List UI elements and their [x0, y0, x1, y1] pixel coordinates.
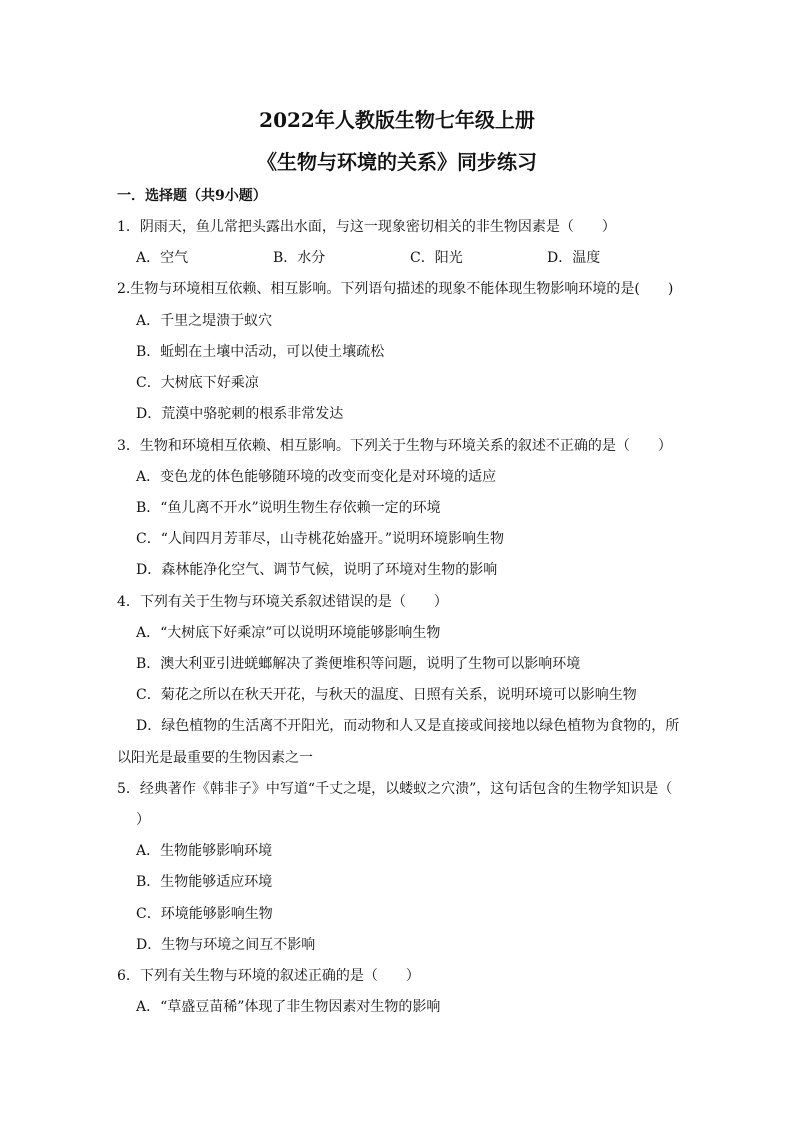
question-5-stem-continuation: ） — [136, 812, 150, 828]
question-3-stem: 3．生物和环境相互依赖、相互影响。下列关于生物与环境关系的叙述不正确的是（ ） — [117, 438, 672, 454]
question-5-stem: 5．经典著作《韩非子》中写道“千丈之堤，以蝼蚁之穴溃”，这句话包含的生物学知识是（ — [117, 781, 673, 797]
question-1-option-b: B．水分 — [273, 250, 326, 266]
question-2-stem: 2.生物与环境相互依赖、相互影响。下列语句描述的现象不能体现生物影响环境的是( ) — [117, 281, 674, 297]
document-subtitle: 《生物与环境的关系》同步练习 — [257, 150, 537, 174]
question-4-option-b: B．澳大利亚引进蜣螂解决了粪便堆积等问题，说明了生物可以影响环境 — [136, 656, 581, 672]
question-5-option-b: B．生物能够适应环境 — [136, 874, 273, 890]
section-heading: 一．选择题（共9小题） — [117, 188, 267, 204]
document-title: 2022年人教版生物七年级上册 — [259, 108, 535, 132]
question-4-option-d: D．绿色植物的生活离不开阳光，而动物和人又是直接或间接地以绿色植物为食物的，所 — [136, 718, 680, 734]
question-6-stem: 6．下列有关生物与环境的叙述正确的是（ ） — [117, 968, 420, 984]
question-1-option-c: C．阳光 — [410, 250, 463, 266]
question-2-option-b: B．蚯蚓在土壤中活动，可以使土壤疏松 — [136, 344, 385, 360]
question-6-option-a: A．“草盛豆苗稀”体现了非生物因素对生物的影响 — [136, 999, 441, 1015]
question-2-option-d: D．荒漠中骆驼刺的根系非常发达 — [136, 406, 344, 422]
question-4-option-c: C．菊花之所以在秋天开花，与秋天的温度、日照有关系，说明环境可以影响生物 — [136, 687, 637, 703]
question-5-option-c: C．环境能够影响生物 — [136, 906, 273, 922]
question-5-option-a: A．生物能够影响环境 — [136, 843, 273, 859]
question-4-option-a: A．“大树底下好乘凉”可以说明环境能够影响生物 — [136, 625, 441, 641]
question-3-option-a: A．变色龙的体色能够随环境的改变而变化是对环境的适应 — [136, 469, 497, 485]
question-5-option-d: D．生物与环境之间互不影响 — [136, 937, 316, 953]
question-1-option-d: D．温度 — [547, 250, 601, 266]
question-3-option-b: B．“鱼儿离不开水”说明生物生存依赖一定的环境 — [136, 500, 441, 516]
question-2-option-c: C．大树底下好乘凉 — [136, 375, 259, 391]
question-1-option-a: A．空气 — [136, 250, 189, 266]
question-3-option-c: C．“人间四月芳菲尽，山寺桃花始盛开。”说明环境影响生物 — [136, 531, 505, 547]
question-2-option-a: A．千里之堤溃于蚁穴 — [136, 313, 273, 329]
question-1-stem: 1．阴雨天，鱼儿常把头露出水面，与这一现象密切相关的非生物因素是（ ） — [117, 219, 616, 235]
question-4-option-d-continuation: 以阳光是最重要的生物因素之一 — [117, 750, 313, 766]
question-4-stem: 4．下列有关于生物与环境关系叙述错误的是（ ） — [117, 594, 448, 610]
question-3-option-d: D．森林能净化空气、调节气候，说明了环境对生物的影响 — [136, 562, 498, 578]
